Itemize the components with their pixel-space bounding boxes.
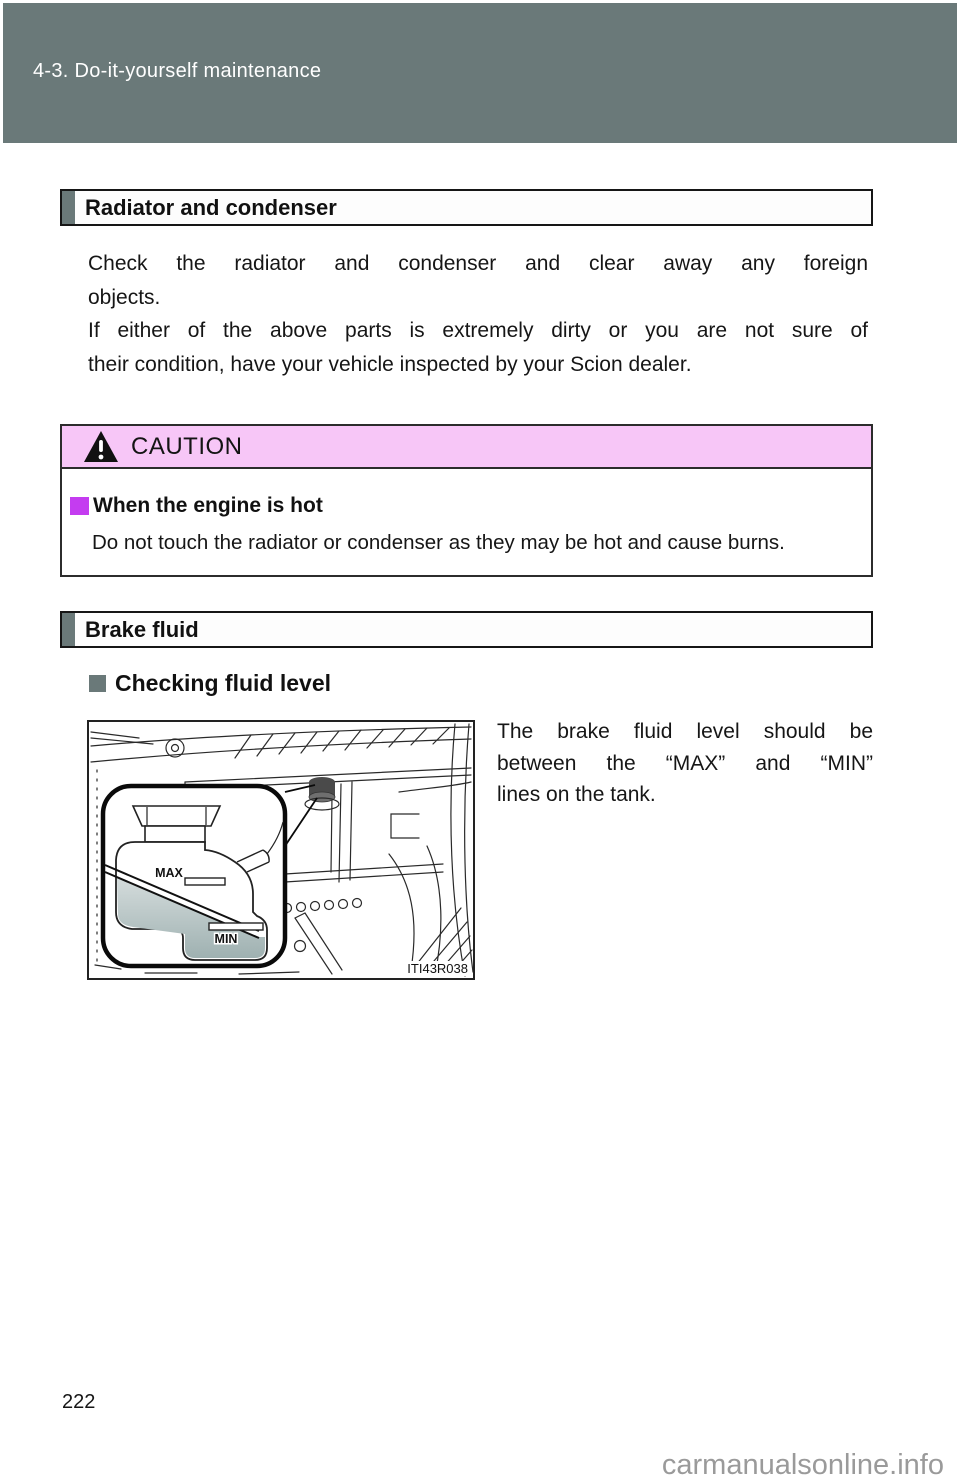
section-accent-bar	[62, 191, 75, 224]
body-line: The brake fluid level should be	[497, 720, 873, 743]
watermark-link[interactable]: carmanualsonline.info	[661, 1449, 944, 1481]
caution-body-text: Do not touch the radiator or condenser as they may be hot and cause burns.	[92, 531, 785, 554]
section-title: Brake fluid	[85, 616, 199, 642]
body-line: their condition, have your vehicle inspected by your Scion dealer.	[88, 352, 692, 376]
section-accent-bar	[62, 613, 75, 646]
chapter-banner	[3, 3, 957, 143]
brake-fluid-figure	[87, 720, 475, 980]
max-mark	[185, 878, 225, 885]
caution-title: CAUTION	[131, 432, 243, 460]
min-mark	[209, 923, 263, 930]
body-line: objects.	[88, 285, 161, 309]
caution-subheading-row	[70, 494, 323, 518]
subsection-title: Checking fluid level	[115, 670, 331, 696]
body-line: Check the radiator and condenser and clear away any foreign	[88, 252, 868, 275]
body-line: lines on the tank.	[497, 783, 656, 806]
square-bullet-icon	[70, 497, 89, 515]
section-title: Radiator and condenser	[85, 194, 337, 220]
section-header-radiator	[60, 189, 873, 226]
caution-box	[60, 424, 873, 577]
caution-header-band	[62, 426, 871, 469]
callout-inset	[103, 785, 317, 966]
subsection-checking-fluid-level	[89, 670, 331, 697]
body-line: If either of the above parts is extremely dirty or you are not sure of	[88, 319, 868, 342]
section-header-brake-fluid	[60, 611, 873, 648]
caution-subheading: When the engine is hot	[93, 494, 323, 517]
brake-fluid-description	[497, 716, 873, 811]
min-label: MIN	[214, 932, 238, 946]
page-number: 222	[62, 1391, 96, 1413]
warning-triangle-icon	[84, 431, 118, 462]
body-line: between the “MAX” and “MIN”	[497, 751, 873, 775]
radiator-paragraphs	[88, 247, 868, 381]
max-label: MAX	[155, 866, 183, 880]
chapter-title: 4-3. Do-it-yourself maintenance	[33, 60, 322, 82]
engine-bay-illustration	[89, 722, 473, 978]
square-bullet-icon	[89, 675, 106, 692]
reservoir-cap-in-bay	[305, 777, 339, 810]
figure-code: ITI43R038	[404, 961, 468, 976]
